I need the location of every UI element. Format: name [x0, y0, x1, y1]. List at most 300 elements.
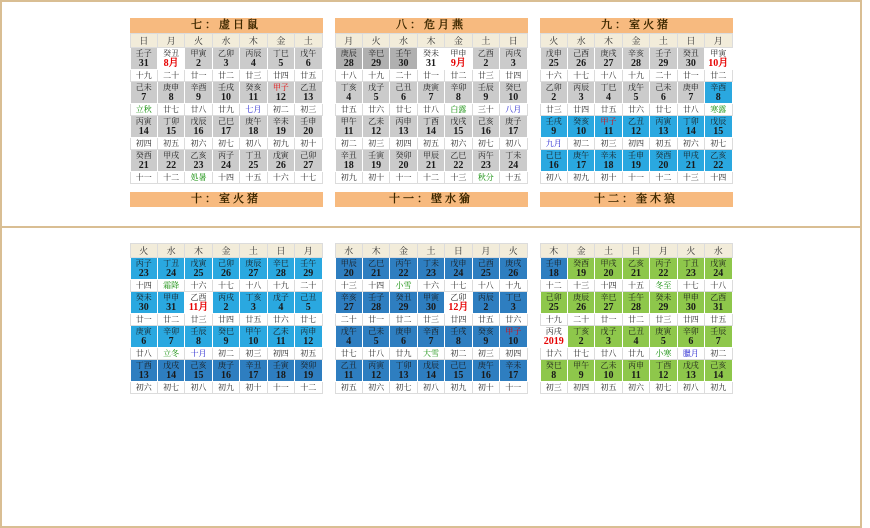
- date-cell: [595, 326, 622, 348]
- date-cell: [335, 82, 362, 104]
- lunar-day-cell: 十二: [295, 382, 322, 394]
- stem-branch-label: 乙酉: [710, 293, 727, 302]
- date-number: 5: [660, 336, 666, 347]
- date-cell: [622, 360, 649, 382]
- lunar-day-cell: 廿九: [622, 348, 649, 360]
- lunar-day-cell: 初五: [650, 138, 677, 150]
- date-cell: [705, 48, 732, 70]
- stem-branch-label: 丁酉: [655, 361, 672, 370]
- stem-branch-label: 甲寅: [710, 49, 727, 58]
- date-cell: [295, 258, 322, 280]
- stem-branch-label: 丙辰: [245, 49, 262, 58]
- weekday-header: 金: [622, 34, 649, 48]
- stem-branch-label: 庚戌: [600, 49, 617, 58]
- lunar-day-cell: 廿六: [362, 104, 389, 116]
- stem-branch-label: 壬子: [135, 49, 152, 58]
- lunar-day-cell: 十七: [677, 280, 704, 292]
- date-cell: [185, 48, 212, 70]
- date-number: 11: [343, 126, 354, 137]
- stem-branch-label: 庚申: [395, 327, 412, 336]
- weekday-header: 火: [500, 244, 527, 258]
- lunar-day-cell: 十九: [500, 280, 527, 292]
- stem-branch-label: 壬戌: [545, 117, 562, 126]
- date-cell: [417, 326, 444, 348]
- date-cell: [500, 326, 527, 348]
- date-cell: [240, 258, 267, 280]
- date-cell: [540, 150, 567, 172]
- stem-branch-label: 丙辰: [477, 293, 494, 302]
- lunar-day-cell: 初三: [540, 382, 567, 394]
- date-number: 27: [603, 302, 614, 313]
- lunar-day-cell: 廿六: [622, 104, 649, 116]
- stem-branch-label: 丁巳: [600, 83, 617, 92]
- stem-branch-label: 庚寅: [135, 327, 152, 336]
- stem-branch-label: 丁亥: [340, 83, 357, 92]
- date-number: 24: [220, 160, 231, 171]
- date-cell: [157, 326, 184, 348]
- weekday-header: 水: [212, 34, 239, 48]
- stem-branch-label: 壬午: [300, 259, 317, 268]
- date-number: 4: [278, 302, 284, 313]
- date-number: 19: [275, 126, 286, 137]
- stem-branch-label: 丁未: [422, 259, 439, 268]
- date-number: 14: [425, 126, 436, 137]
- stem-branch-label: 丁未: [505, 151, 522, 160]
- lunar-day-cell: 十六: [267, 172, 294, 184]
- weekday-header: 木: [362, 244, 389, 258]
- date-number: 6: [401, 336, 407, 347]
- lunar-day-cell: 初十: [472, 382, 499, 394]
- date-number: 3: [510, 58, 516, 69]
- date-number: 2: [196, 58, 202, 69]
- lunar-day-cell: 十六: [185, 280, 212, 292]
- lunar-day-cell: 十三: [445, 172, 472, 184]
- lunar-day-cell: 初十: [362, 172, 389, 184]
- date-number: 7: [428, 336, 434, 347]
- date-number: 23: [685, 268, 696, 279]
- date-cell: [130, 292, 157, 314]
- calendar-body-month-11: [335, 243, 528, 394]
- date-cell: [445, 326, 472, 348]
- weekday-header: 木: [595, 34, 622, 48]
- stem-branch-label: 庚辰: [573, 293, 590, 302]
- date-cell: [567, 82, 594, 104]
- weekday-header: 月: [650, 244, 677, 258]
- stem-branch-label: 戊戌: [163, 361, 180, 370]
- calendar-grid-month-10: [130, 243, 323, 394]
- stem-branch-label: 壬辰: [710, 327, 727, 336]
- stem-branch-label: 乙巳: [450, 151, 467, 160]
- lunar-day-cell: 初九: [567, 172, 594, 184]
- stem-branch-label: 乙亥: [190, 151, 207, 160]
- date-number: 15: [453, 126, 464, 137]
- lunar-day-cell: 初二: [267, 104, 294, 116]
- lunar-day-cell: 二十: [567, 314, 594, 326]
- date-cell: [500, 258, 527, 280]
- date-number: 28: [371, 302, 382, 313]
- stem-branch-label: 己丑: [395, 83, 412, 92]
- weekday-header: 月: [335, 34, 362, 48]
- date-number: 15: [453, 370, 464, 381]
- date-cell: [362, 360, 389, 382]
- date-cell: [705, 360, 732, 382]
- date-cell: [212, 48, 239, 70]
- stem-branch-label: 癸丑: [395, 293, 412, 302]
- stem-branch-label: 辛亥: [340, 293, 357, 302]
- lunar-day-cell: 十六: [417, 280, 444, 292]
- date-number: 6: [660, 92, 666, 103]
- date-cell: [130, 150, 157, 172]
- date-number: 2: [551, 92, 557, 103]
- date-cell: [472, 82, 499, 104]
- date-number: 24: [453, 268, 464, 279]
- date-cell: [677, 82, 704, 104]
- date-number: 12: [275, 92, 286, 103]
- calendar-grid-month-8: [335, 33, 528, 184]
- stem-branch-label: 癸亥: [245, 83, 262, 92]
- stem-branch-label: 癸亥: [573, 117, 590, 126]
- date-number: 6: [305, 58, 311, 69]
- stem-branch-label: 庚戌: [505, 259, 522, 268]
- date-cell: [212, 258, 239, 280]
- lunar-day-cell: 十四: [705, 172, 732, 184]
- date-number: 9: [196, 92, 202, 103]
- date-cell: [390, 360, 417, 382]
- date-number: 6: [141, 336, 147, 347]
- calendar-body-month-9: [540, 33, 733, 184]
- lunar-day-cell: 廿二: [157, 314, 184, 326]
- date-number: 2: [483, 58, 489, 69]
- date-cell: [335, 360, 362, 382]
- weekday-header: 月: [705, 34, 732, 48]
- calendar-row-bottom-tables: [2, 228, 860, 394]
- stem-branch-label: 戊子: [272, 293, 289, 302]
- stem-branch-label: 己亥: [710, 361, 727, 370]
- stem-branch-label: 戊辰: [422, 361, 439, 370]
- calendar-body-month-12: [540, 243, 733, 394]
- stem-branch-label: 癸卯: [300, 361, 317, 370]
- date-number: 25: [193, 268, 204, 279]
- date-cell: [595, 48, 622, 70]
- lunar-day-cell: 十八: [595, 70, 622, 82]
- stem-branch-label: 丙戌: [545, 327, 562, 336]
- date-cell: [157, 48, 184, 70]
- date-cell: [540, 326, 567, 348]
- date-number: 30: [685, 302, 696, 313]
- date-cell: [335, 292, 362, 314]
- date-number: 7: [715, 336, 721, 347]
- lunar-day-cell: 初八: [540, 172, 567, 184]
- date-number: 9: [483, 92, 489, 103]
- stem-branch-label: 乙亥: [710, 151, 727, 160]
- date-number: 9: [551, 126, 557, 137]
- date-cell: [130, 82, 157, 104]
- date-number: 18: [548, 268, 559, 279]
- calendar-month-7: [130, 18, 323, 184]
- date-cell: [677, 326, 704, 348]
- lunar-day-cell: 十七: [445, 280, 472, 292]
- stem-branch-label: 癸巳: [545, 361, 562, 370]
- date-number: 9月: [450, 58, 466, 69]
- lunar-day-cell: 初四: [267, 348, 294, 360]
- date-number: 23: [425, 268, 436, 279]
- date-cell: [622, 116, 649, 138]
- lunar-day-cell: 初七: [705, 138, 732, 150]
- lunar-day-cell: 初九: [445, 382, 472, 394]
- date-number: 2: [483, 302, 489, 313]
- stem-branch-label: 庚寅: [422, 83, 439, 92]
- stem-branch-label: 甲午: [573, 361, 590, 370]
- date-number: 8: [715, 92, 721, 103]
- stem-branch-label: 乙卯: [545, 83, 562, 92]
- stem-branch-label: 乙未: [600, 361, 617, 370]
- stem-branch-label: 辛酉: [710, 83, 727, 92]
- date-number: 20: [343, 268, 354, 279]
- date-number: 30: [398, 58, 409, 69]
- stem-branch-label: 甲寅: [422, 293, 439, 302]
- date-cell: [295, 150, 322, 172]
- lunar-day-cell: 初六: [677, 138, 704, 150]
- lunar-day-cell: 十七: [295, 172, 322, 184]
- date-number: 4: [250, 58, 256, 69]
- lunar-day-cell: 初三: [240, 348, 267, 360]
- date-cell: [472, 116, 499, 138]
- stem-branch-label: 己巳: [217, 117, 234, 126]
- date-number: 14: [166, 370, 177, 381]
- date-number: 20: [603, 268, 614, 279]
- date-number: 11: [276, 336, 286, 347]
- date-cell: [390, 116, 417, 138]
- date-cell: [267, 82, 294, 104]
- weekday-header: 金: [445, 34, 472, 48]
- date-cell: [417, 258, 444, 280]
- date-cell: [240, 82, 267, 104]
- date-number: 11月: [188, 302, 209, 313]
- date-number: 28: [343, 58, 354, 69]
- lunar-day-cell: 十月: [185, 348, 212, 360]
- stem-branch-label: 庚辰: [245, 259, 262, 268]
- date-cell: [567, 258, 594, 280]
- date-number: 22: [658, 268, 669, 279]
- date-cell: [362, 150, 389, 172]
- date-number: 26: [576, 58, 587, 69]
- date-cell: [500, 150, 527, 172]
- lunar-day-cell: 十四: [362, 280, 389, 292]
- lunar-day-cell: 十二: [417, 172, 444, 184]
- weekday-header: 水: [157, 244, 184, 258]
- date-number: 9: [223, 336, 229, 347]
- stem-branch-label: 己未: [655, 83, 672, 92]
- date-cell: [650, 292, 677, 314]
- stem-branch-label: 壬申: [627, 151, 644, 160]
- date-cell: [567, 292, 594, 314]
- lunar-day-cell: 初五: [335, 382, 362, 394]
- date-cell: [267, 292, 294, 314]
- date-number: 4: [346, 336, 352, 347]
- date-cell: [595, 258, 622, 280]
- date-number: 15: [166, 126, 177, 137]
- stem-branch-label: 壬寅: [368, 151, 385, 160]
- lunar-day-cell: 初三: [595, 138, 622, 150]
- lunar-day-cell: 十八: [472, 280, 499, 292]
- date-number: 30: [138, 302, 149, 313]
- date-cell: [705, 116, 732, 138]
- lunar-day-cell: 十三: [677, 172, 704, 184]
- date-cell: [240, 360, 267, 382]
- weekday-header: 水: [335, 244, 362, 258]
- date-number: 16: [548, 160, 559, 171]
- weekday-header: 土: [650, 34, 677, 48]
- calendar-month-12: [540, 243, 733, 394]
- lunar-day-cell: 十七: [212, 280, 239, 292]
- stem-branch-label: 辛卯: [163, 327, 180, 336]
- date-cell: [650, 360, 677, 382]
- stem-branch-label: 庚子: [217, 361, 234, 370]
- date-number: 12: [630, 126, 641, 137]
- stem-branch-label: 癸未: [655, 293, 672, 302]
- date-number: 31: [166, 302, 177, 313]
- lunar-day-cell: 小雪: [390, 280, 417, 292]
- lunar-day-cell: 初九: [212, 382, 239, 394]
- calendar-grid-month-9: [540, 33, 733, 184]
- date-number: 8: [196, 336, 202, 347]
- date-cell: [417, 82, 444, 104]
- date-number: 9: [483, 336, 489, 347]
- date-number: 17: [248, 370, 259, 381]
- weekday-header: 日: [445, 244, 472, 258]
- stem-branch-label: 壬午: [395, 49, 412, 58]
- date-number: 17: [508, 370, 519, 381]
- weekday-header: 月: [472, 244, 499, 258]
- lunar-day-cell: 廿六: [540, 348, 567, 360]
- date-number: 21: [685, 160, 696, 171]
- date-number: 14: [685, 126, 696, 137]
- lunar-day-cell: 十一: [622, 172, 649, 184]
- lunar-day-cell: 初二: [335, 138, 362, 150]
- date-number: 25: [480, 268, 491, 279]
- date-cell: [157, 150, 184, 172]
- date-cell: [362, 82, 389, 104]
- lunar-day-cell: 初二: [567, 138, 594, 150]
- date-cell: [240, 292, 267, 314]
- date-cell: [240, 150, 267, 172]
- lunar-day-cell: 廿五: [295, 70, 322, 82]
- weekday-header: 火: [130, 244, 157, 258]
- date-number: 26: [275, 160, 286, 171]
- stem-branch-label: 丁亥: [245, 293, 262, 302]
- date-cell: [212, 292, 239, 314]
- date-cell: [240, 116, 267, 138]
- lunar-day-cell: 二十: [390, 70, 417, 82]
- weekday-header: 火: [540, 34, 567, 48]
- date-cell: [417, 150, 444, 172]
- stem-branch-label: 甲戌: [163, 151, 180, 160]
- date-number: 24: [508, 160, 519, 171]
- lunar-day-cell: 立秋: [130, 104, 157, 116]
- lunar-day-cell: 十九: [130, 70, 157, 82]
- lunar-day-cell: 廿七: [295, 314, 322, 326]
- stem-branch-label: 壬申: [545, 259, 562, 268]
- date-number: 31: [425, 58, 436, 69]
- lunar-day-cell: 十四: [595, 280, 622, 292]
- date-number: 10: [603, 370, 614, 381]
- date-number: 3: [578, 92, 584, 103]
- lunar-day-cell: 初二: [705, 348, 732, 360]
- stem-branch-label: 壬辰: [190, 327, 207, 336]
- date-cell: [417, 116, 444, 138]
- date-number: 10月: [708, 58, 729, 69]
- date-cell: [540, 292, 567, 314]
- date-number: 13: [398, 126, 409, 137]
- date-cell: [390, 82, 417, 104]
- date-cell: [362, 116, 389, 138]
- date-number: 16: [480, 126, 491, 137]
- date-cell: [540, 258, 567, 280]
- date-cell: [212, 116, 239, 138]
- stem-branch-label: 己巳: [545, 151, 562, 160]
- lunar-day-cell: 十二: [540, 280, 567, 292]
- date-cell: [677, 360, 704, 382]
- date-cell: [157, 116, 184, 138]
- stem-branch-label: 戊辰: [190, 117, 207, 126]
- stem-branch-label: 甲辰: [422, 151, 439, 160]
- date-number: 29: [303, 268, 314, 279]
- lunar-day-cell: 十九: [540, 314, 567, 326]
- date-cell: [567, 48, 594, 70]
- date-number: 25: [548, 58, 559, 69]
- lunar-day-cell: 初八: [240, 138, 267, 150]
- date-number: 29: [658, 58, 669, 69]
- lunar-day-cell: 廿七: [650, 104, 677, 116]
- date-cell: [295, 82, 322, 104]
- date-cell: [185, 258, 212, 280]
- date-number: 12月: [448, 302, 469, 313]
- date-cell: [390, 258, 417, 280]
- calendar-row-top: [2, 18, 860, 184]
- stem-branch-label: 辛酉: [190, 83, 207, 92]
- calendar-grid-month-7: [130, 33, 323, 184]
- date-number: 24: [713, 268, 724, 279]
- weekday-header: 土: [472, 34, 499, 48]
- stem-branch-label: 壬子: [368, 293, 385, 302]
- stem-branch-label: 癸巳: [217, 327, 234, 336]
- calendar-month-10-header: [130, 192, 323, 207]
- date-cell: [650, 82, 677, 104]
- stem-branch-label: 庚午: [477, 361, 494, 370]
- date-number: 29: [371, 58, 382, 69]
- stem-branch-label: 戊戌: [450, 117, 467, 126]
- date-number: 13: [658, 126, 669, 137]
- lunar-day-cell: 霜降: [157, 280, 184, 292]
- stem-branch-label: 丙寅: [135, 117, 152, 126]
- month-title-11: 十一：壁水㺄: [335, 192, 528, 207]
- stem-branch-label: 辛未: [272, 117, 289, 126]
- date-number: 7: [141, 92, 147, 103]
- stem-branch-label: 丙辰: [573, 83, 590, 92]
- lunar-day-cell: 初二: [445, 348, 472, 360]
- date-cell: [295, 326, 322, 348]
- date-cell: [540, 360, 567, 382]
- date-number: 5: [373, 336, 379, 347]
- stem-branch-label: 乙丑: [340, 361, 357, 370]
- lunar-day-cell: 廿三: [540, 104, 567, 116]
- lunar-day-cell: 廿五: [472, 314, 499, 326]
- stem-branch-label: 乙卯: [217, 49, 234, 58]
- stem-branch-label: 壬辰: [477, 83, 494, 92]
- stem-branch-label: 丁巳: [505, 293, 522, 302]
- lunar-day-cell: 廿五: [595, 104, 622, 116]
- lunar-day-cell: 処暑: [185, 172, 212, 184]
